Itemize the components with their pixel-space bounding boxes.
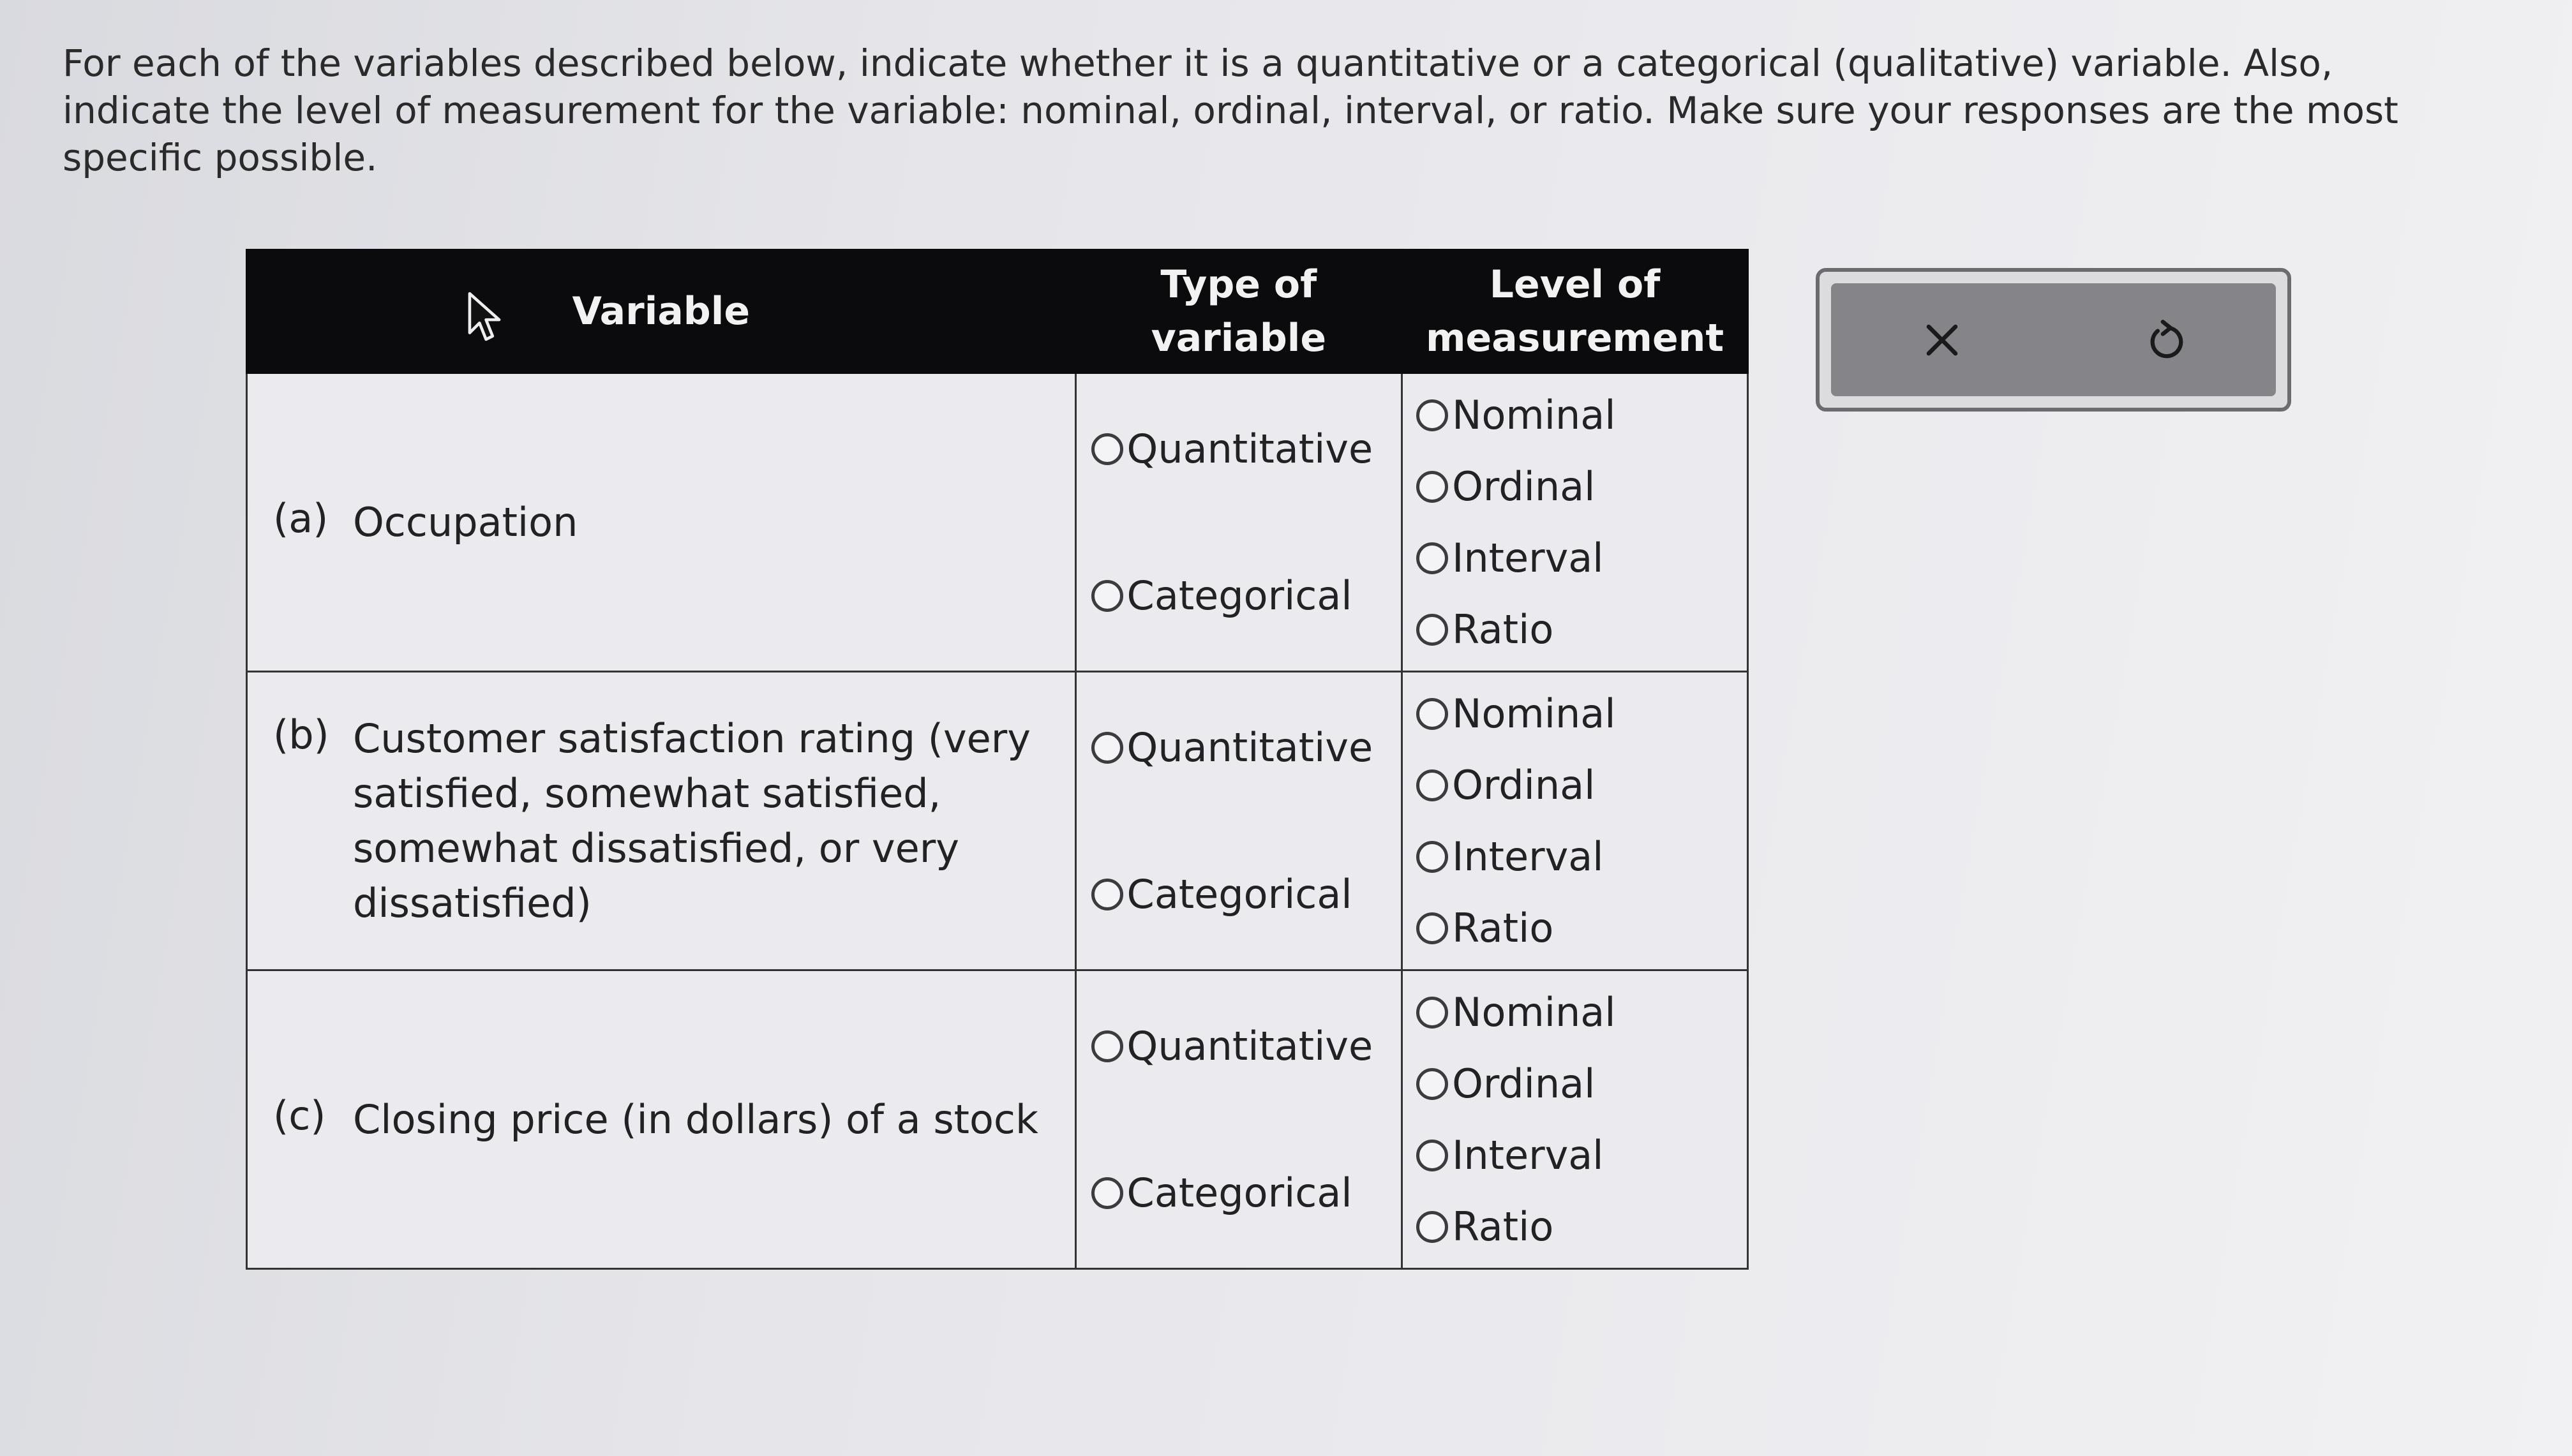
table-row-b (247, 672, 1748, 970)
radio-b-ordinal[interactable] (1416, 762, 1746, 808)
option-label: Categorical (1126, 572, 1352, 619)
option-label: Ordinal (1452, 1060, 1596, 1107)
radio-circle-icon[interactable] (1416, 912, 1448, 944)
radio-b-nominal[interactable] (1416, 690, 1746, 737)
header-variable-label: Variable (572, 289, 751, 334)
instructions-text: For each of the variables described below, indicate whether it is a quantitative or a categorical (qualitative) variable. Also, indicate the level of measurement for the variable: nominal, ordinal, interval, or ratio. Make sure your responses are the most specific possible. (63, 41, 2398, 179)
table-row-a (247, 373, 1748, 672)
close-icon (1923, 321, 1961, 359)
header-type: Type of variable (1075, 250, 1402, 373)
header-level: Level of measurement (1402, 250, 1748, 373)
radio-circle-icon[interactable] (1091, 1030, 1123, 1062)
answer-toolbar (1816, 268, 2291, 412)
variable-text: Occupation (353, 498, 578, 546)
clear-button[interactable] (1913, 311, 1971, 369)
option-label: Nominal (1452, 989, 1616, 1036)
table-row-c (247, 970, 1748, 1269)
undo-icon (2144, 318, 2185, 362)
radio-a-ratio[interactable] (1416, 606, 1746, 653)
radio-circle-icon[interactable] (1091, 580, 1123, 612)
radio-circle-icon[interactable] (1091, 1177, 1123, 1209)
radio-c-nominal[interactable] (1416, 989, 1746, 1036)
radio-circle-icon[interactable] (1416, 542, 1448, 574)
option-label: Categorical (1126, 871, 1352, 917)
pointer-cursor-icon (465, 290, 504, 343)
radio-a-quantitative[interactable] (1091, 426, 1401, 472)
radio-a-nominal[interactable] (1416, 392, 1746, 438)
option-label: Ordinal (1452, 463, 1596, 510)
radio-circle-icon[interactable] (1416, 769, 1448, 801)
level-cell-c (1402, 970, 1748, 1269)
variable-text: Closing price (in dollars) of a stock (353, 1096, 1038, 1143)
variable-tag: (c) (273, 1092, 326, 1139)
table-header-row (247, 250, 1748, 373)
radio-b-ratio[interactable] (1416, 905, 1746, 951)
radio-circle-icon[interactable] (1416, 1211, 1448, 1243)
radio-circle-icon[interactable] (1091, 732, 1123, 764)
radio-circle-icon[interactable] (1416, 698, 1448, 730)
variables-table (246, 249, 1749, 1270)
option-label: Ratio (1452, 905, 1554, 951)
radio-c-categorical[interactable] (1091, 1170, 1401, 1216)
radio-circle-icon[interactable] (1416, 841, 1448, 873)
level-cell-a (1402, 373, 1748, 672)
radio-circle-icon[interactable] (1091, 433, 1123, 465)
radio-c-ordinal[interactable] (1416, 1060, 1746, 1107)
option-label: Interval (1452, 535, 1604, 581)
radio-b-quantitative[interactable] (1091, 724, 1401, 771)
option-label: Ratio (1452, 606, 1554, 653)
option-label: Nominal (1452, 392, 1616, 438)
option-label: Quantitative (1126, 724, 1373, 771)
option-label: Ratio (1452, 1203, 1554, 1250)
option-label: Ordinal (1452, 762, 1596, 808)
header-variable (247, 250, 1076, 373)
option-label: Quantitative (1126, 426, 1373, 472)
option-label: Interval (1452, 1132, 1604, 1178)
radio-a-interval[interactable] (1416, 535, 1746, 581)
type-cell-a (1075, 373, 1402, 672)
radio-circle-icon[interactable] (1416, 997, 1448, 1029)
variable-tag: (a) (273, 494, 329, 542)
radio-circle-icon[interactable] (1416, 1140, 1448, 1171)
option-label: Nominal (1452, 690, 1616, 737)
radio-c-interval[interactable] (1416, 1132, 1746, 1178)
option-label: Quantitative (1126, 1023, 1373, 1069)
radio-circle-icon[interactable] (1416, 399, 1448, 431)
option-label: Interval (1452, 833, 1604, 880)
level-cell-b (1402, 672, 1748, 970)
radio-circle-icon[interactable] (1416, 471, 1448, 503)
type-cell-c (1075, 970, 1402, 1269)
answer-toolbar-inner (1831, 283, 2276, 396)
radio-circle-icon[interactable] (1416, 1068, 1448, 1100)
radio-c-quantitative[interactable] (1091, 1023, 1401, 1069)
radio-b-categorical[interactable] (1091, 871, 1401, 917)
radio-b-interval[interactable] (1416, 833, 1746, 880)
variable-cell-b (247, 672, 1076, 970)
radio-circle-icon[interactable] (1416, 614, 1448, 646)
undo-button[interactable] (2136, 311, 2194, 369)
radio-c-ratio[interactable] (1416, 1203, 1746, 1250)
type-cell-b (1075, 672, 1402, 970)
variable-tag: (b) (273, 711, 329, 758)
radio-circle-icon[interactable] (1091, 879, 1123, 910)
radio-a-categorical[interactable] (1091, 572, 1401, 619)
radio-a-ordinal[interactable] (1416, 463, 1746, 510)
variable-text: Customer satisfaction rating (very satisfied, somewhat satisfied, somewhat dissatisfied, or very dissatisfied) (353, 715, 1031, 926)
variable-cell-a (247, 373, 1076, 672)
variable-cell-c (247, 970, 1076, 1269)
option-label: Categorical (1126, 1170, 1352, 1216)
